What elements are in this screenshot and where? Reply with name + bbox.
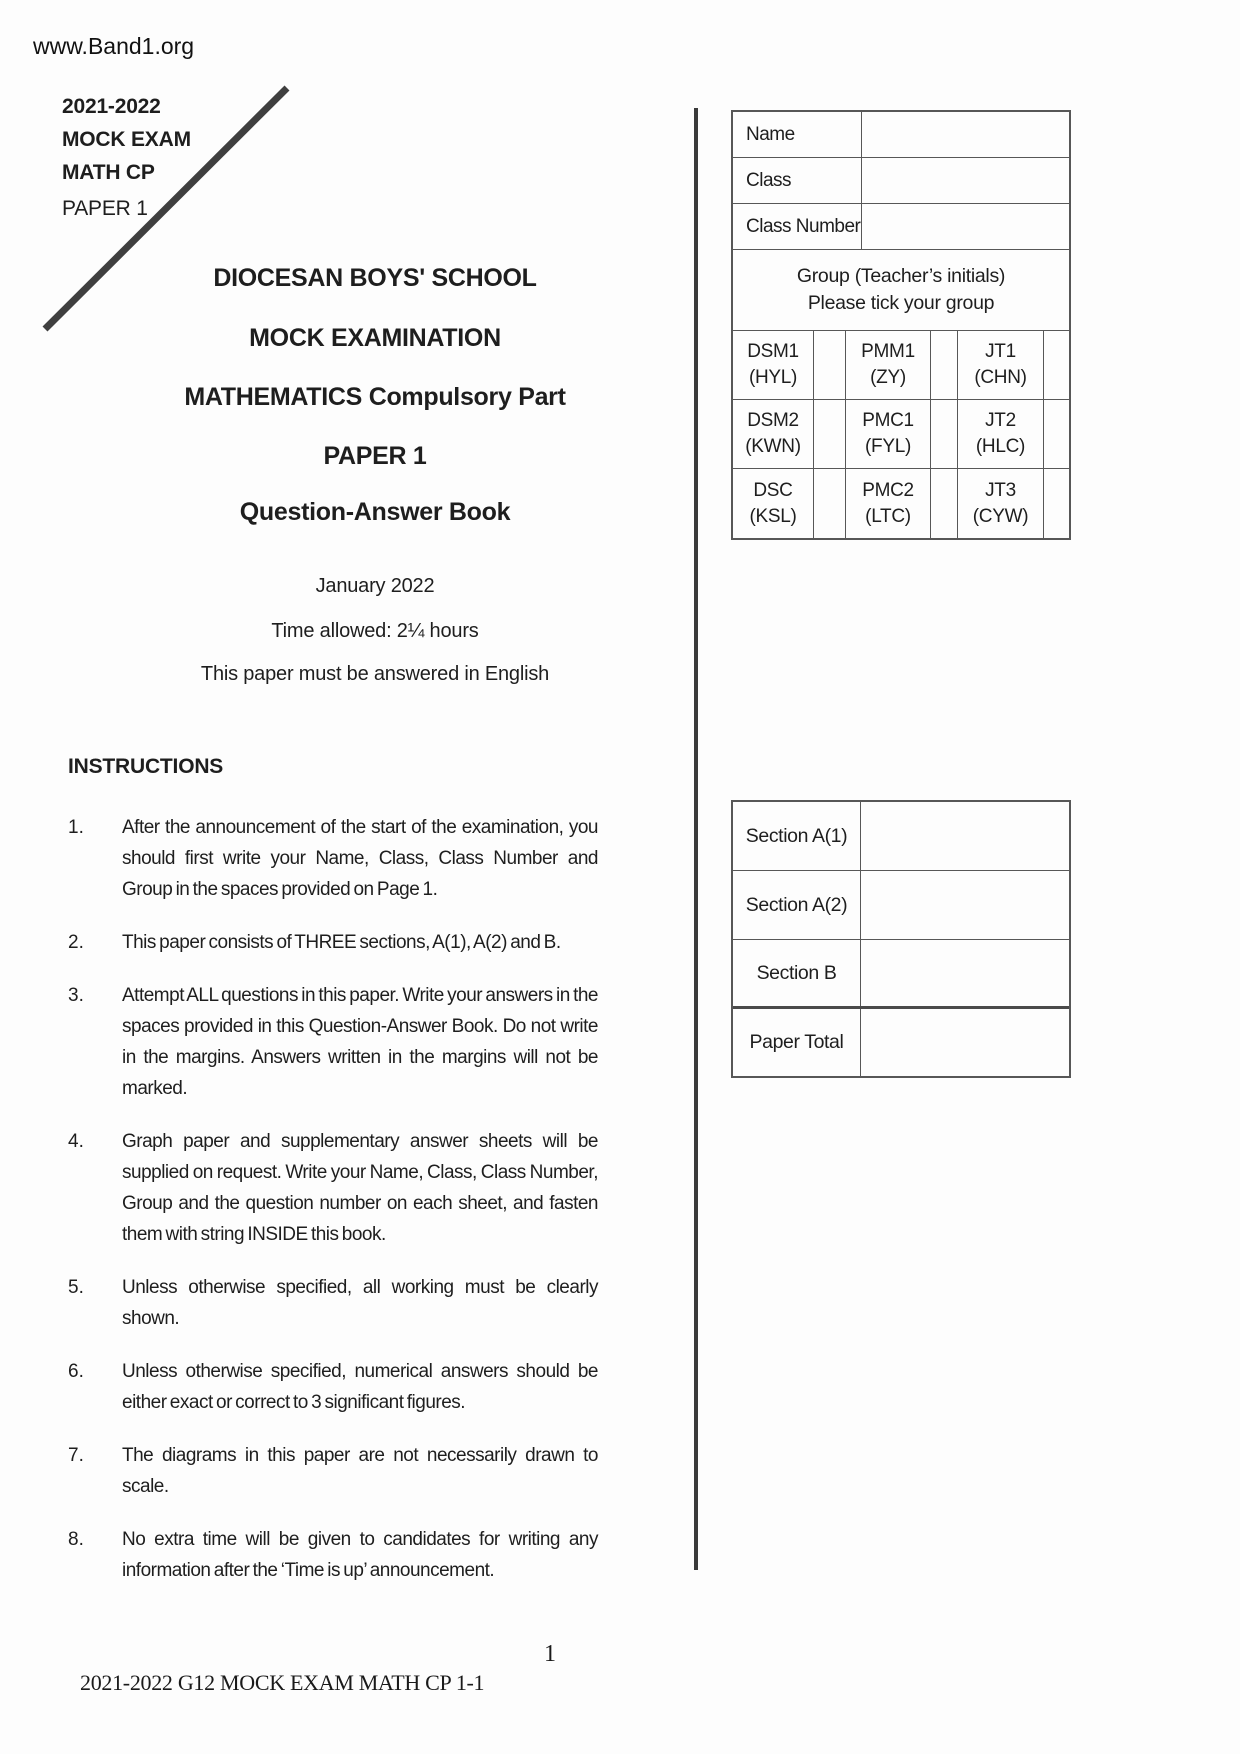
score-value-cell[interactable] — [861, 940, 1069, 1006]
group-label-cell: PMC2 (LTC) — [846, 469, 931, 538]
instruction-number: 2. — [68, 932, 84, 953]
instruction-number: 8. — [68, 1529, 84, 1550]
instruction-item — [68, 1272, 598, 1334]
subject-title: MATHEMATICS Compulsory Part — [184, 383, 566, 411]
paper-title: PAPER 1 — [323, 442, 427, 470]
instruction-number: 4. — [68, 1131, 84, 1152]
margin-rule — [694, 108, 698, 1570]
score-row — [733, 940, 1069, 1006]
group-tick-cell[interactable] — [1044, 469, 1069, 538]
info-row — [733, 158, 1069, 204]
name-input-cell[interactable] — [862, 112, 1069, 157]
marks-table — [731, 800, 1071, 1078]
corner-subject-label: MATH CP — [62, 161, 155, 184]
group-tick-cell[interactable] — [814, 469, 846, 538]
student-info-table — [731, 110, 1071, 540]
instruction-item — [68, 1126, 598, 1250]
info-row — [733, 112, 1069, 158]
site-url: www.Band1.org — [33, 33, 195, 59]
instruction-number: 1. — [68, 817, 84, 838]
instruction-number: 7. — [68, 1445, 84, 1466]
instruction-item — [68, 1356, 598, 1418]
group-label-cell: PMC1 (FYL) — [846, 400, 931, 469]
exam-date: January 2022 — [315, 575, 435, 597]
score-label-section-a1: Section A(1) — [733, 802, 861, 870]
group-label-cell: DSC (KSL) — [733, 469, 814, 538]
info-label-name: Name — [733, 112, 862, 157]
group-label-cell: JT1 (CHN) — [958, 331, 1044, 400]
corner-exam-label: MOCK EXAM — [62, 128, 191, 151]
score-value-cell[interactable] — [861, 871, 1069, 939]
corner-paper-label: PAPER 1 — [62, 197, 148, 220]
group-tick-cell[interactable] — [1044, 400, 1069, 469]
info-label-class: Class — [733, 158, 862, 203]
diagonal-line — [30, 80, 300, 340]
instruction-text: After the announcement of the start of the examination, you should first write your Name, Class, Class Number and Group in the spaces provided on Page 1. — [122, 817, 598, 900]
group-label-cell: JT2 (HLC) — [958, 400, 1044, 469]
school-name: DIOCESAN BOYS' SCHOOL — [213, 264, 537, 292]
instruction-text: Unless otherwise specified, all working must be clearly shown. — [122, 1277, 598, 1329]
instructions-heading: INSTRUCTIONS — [68, 755, 224, 778]
info-label-class-number: Class Number — [733, 204, 862, 249]
class-number-input-cell[interactable] — [862, 204, 1069, 249]
instruction-text: The diagrams in this paper are not necessarily drawn to scale. — [122, 1445, 598, 1497]
class-input-cell[interactable] — [862, 158, 1069, 203]
score-label-section-b: Section B — [733, 940, 861, 1006]
language-note: This paper must be answered in English — [200, 663, 550, 685]
group-tick-cell[interactable] — [931, 400, 958, 469]
group-label-cell: DSM1 (HYL) — [733, 331, 814, 400]
instruction-item — [68, 812, 598, 905]
instruction-item — [68, 1440, 598, 1502]
group-tick-cell[interactable] — [1044, 331, 1069, 400]
instruction-item — [68, 980, 598, 1104]
time-allowed: Time allowed: 2¼ hours — [271, 620, 479, 642]
group-label-cell: DSM2 (KWN) — [733, 400, 814, 469]
book-title: Question-Answer Book — [239, 498, 511, 526]
doc-code: 2021-2022 G12 MOCK EXAM MATH CP 1-1 — [80, 1670, 485, 1695]
instruction-text: Attempt ALL questions in this paper. Write your answers in the spaces provided in this Question-Answer Book. Do not write in the margins. Answers written in the margins will not be marked. — [122, 985, 598, 1099]
group-header-line1: Group (Teacher’s initials) — [796, 265, 1006, 287]
instructions-section — [68, 755, 598, 1608]
exam-title: MOCK EXAMINATION — [249, 324, 501, 352]
instruction-text: This paper consists of THREE sections, A(1), A(2) and B. — [122, 932, 561, 953]
corner-year-label: 2021-2022 — [62, 95, 161, 118]
score-row — [733, 871, 1069, 940]
instruction-item — [68, 1524, 598, 1586]
group-tick-cell[interactable] — [814, 331, 846, 400]
group-label-cell: JT3 (CYW) — [958, 469, 1044, 538]
group-grid — [733, 331, 1069, 538]
group-tick-cell[interactable] — [931, 469, 958, 538]
instruction-item — [68, 927, 598, 958]
score-label-paper-total: Paper Total — [733, 1009, 861, 1076]
score-row-total — [733, 1006, 1069, 1076]
group-tick-cell[interactable] — [931, 331, 958, 400]
instruction-text: Graph paper and supplementary answer sheets will be supplied on request. Write your Name, Class, Class Number, Group and the question number on each sheet, and fasten them with string INSIDE this book. — [122, 1131, 598, 1245]
instruction-number: 5. — [68, 1277, 84, 1298]
group-label-cell: PMM1 (ZY) — [846, 331, 931, 400]
score-label-section-a2: Section A(2) — [733, 871, 861, 939]
score-value-cell[interactable] — [861, 1009, 1069, 1076]
score-value-cell[interactable] — [861, 802, 1069, 870]
instruction-number: 3. — [68, 985, 84, 1006]
page-number: 1 — [544, 1641, 556, 1667]
info-row — [733, 204, 1069, 250]
group-header-line2: Please tick your group — [807, 292, 995, 314]
instruction-number: 6. — [68, 1361, 84, 1382]
instruction-text: No extra time will be given to candidates for writing any information after the ‘Time is up’ announcement. — [122, 1529, 598, 1581]
group-header — [733, 250, 1069, 331]
instruction-text: Unless otherwise specified, numerical answers should be either exact or correct to 3 significant figures. — [122, 1361, 598, 1413]
score-row — [733, 802, 1069, 871]
group-tick-cell[interactable] — [814, 400, 846, 469]
